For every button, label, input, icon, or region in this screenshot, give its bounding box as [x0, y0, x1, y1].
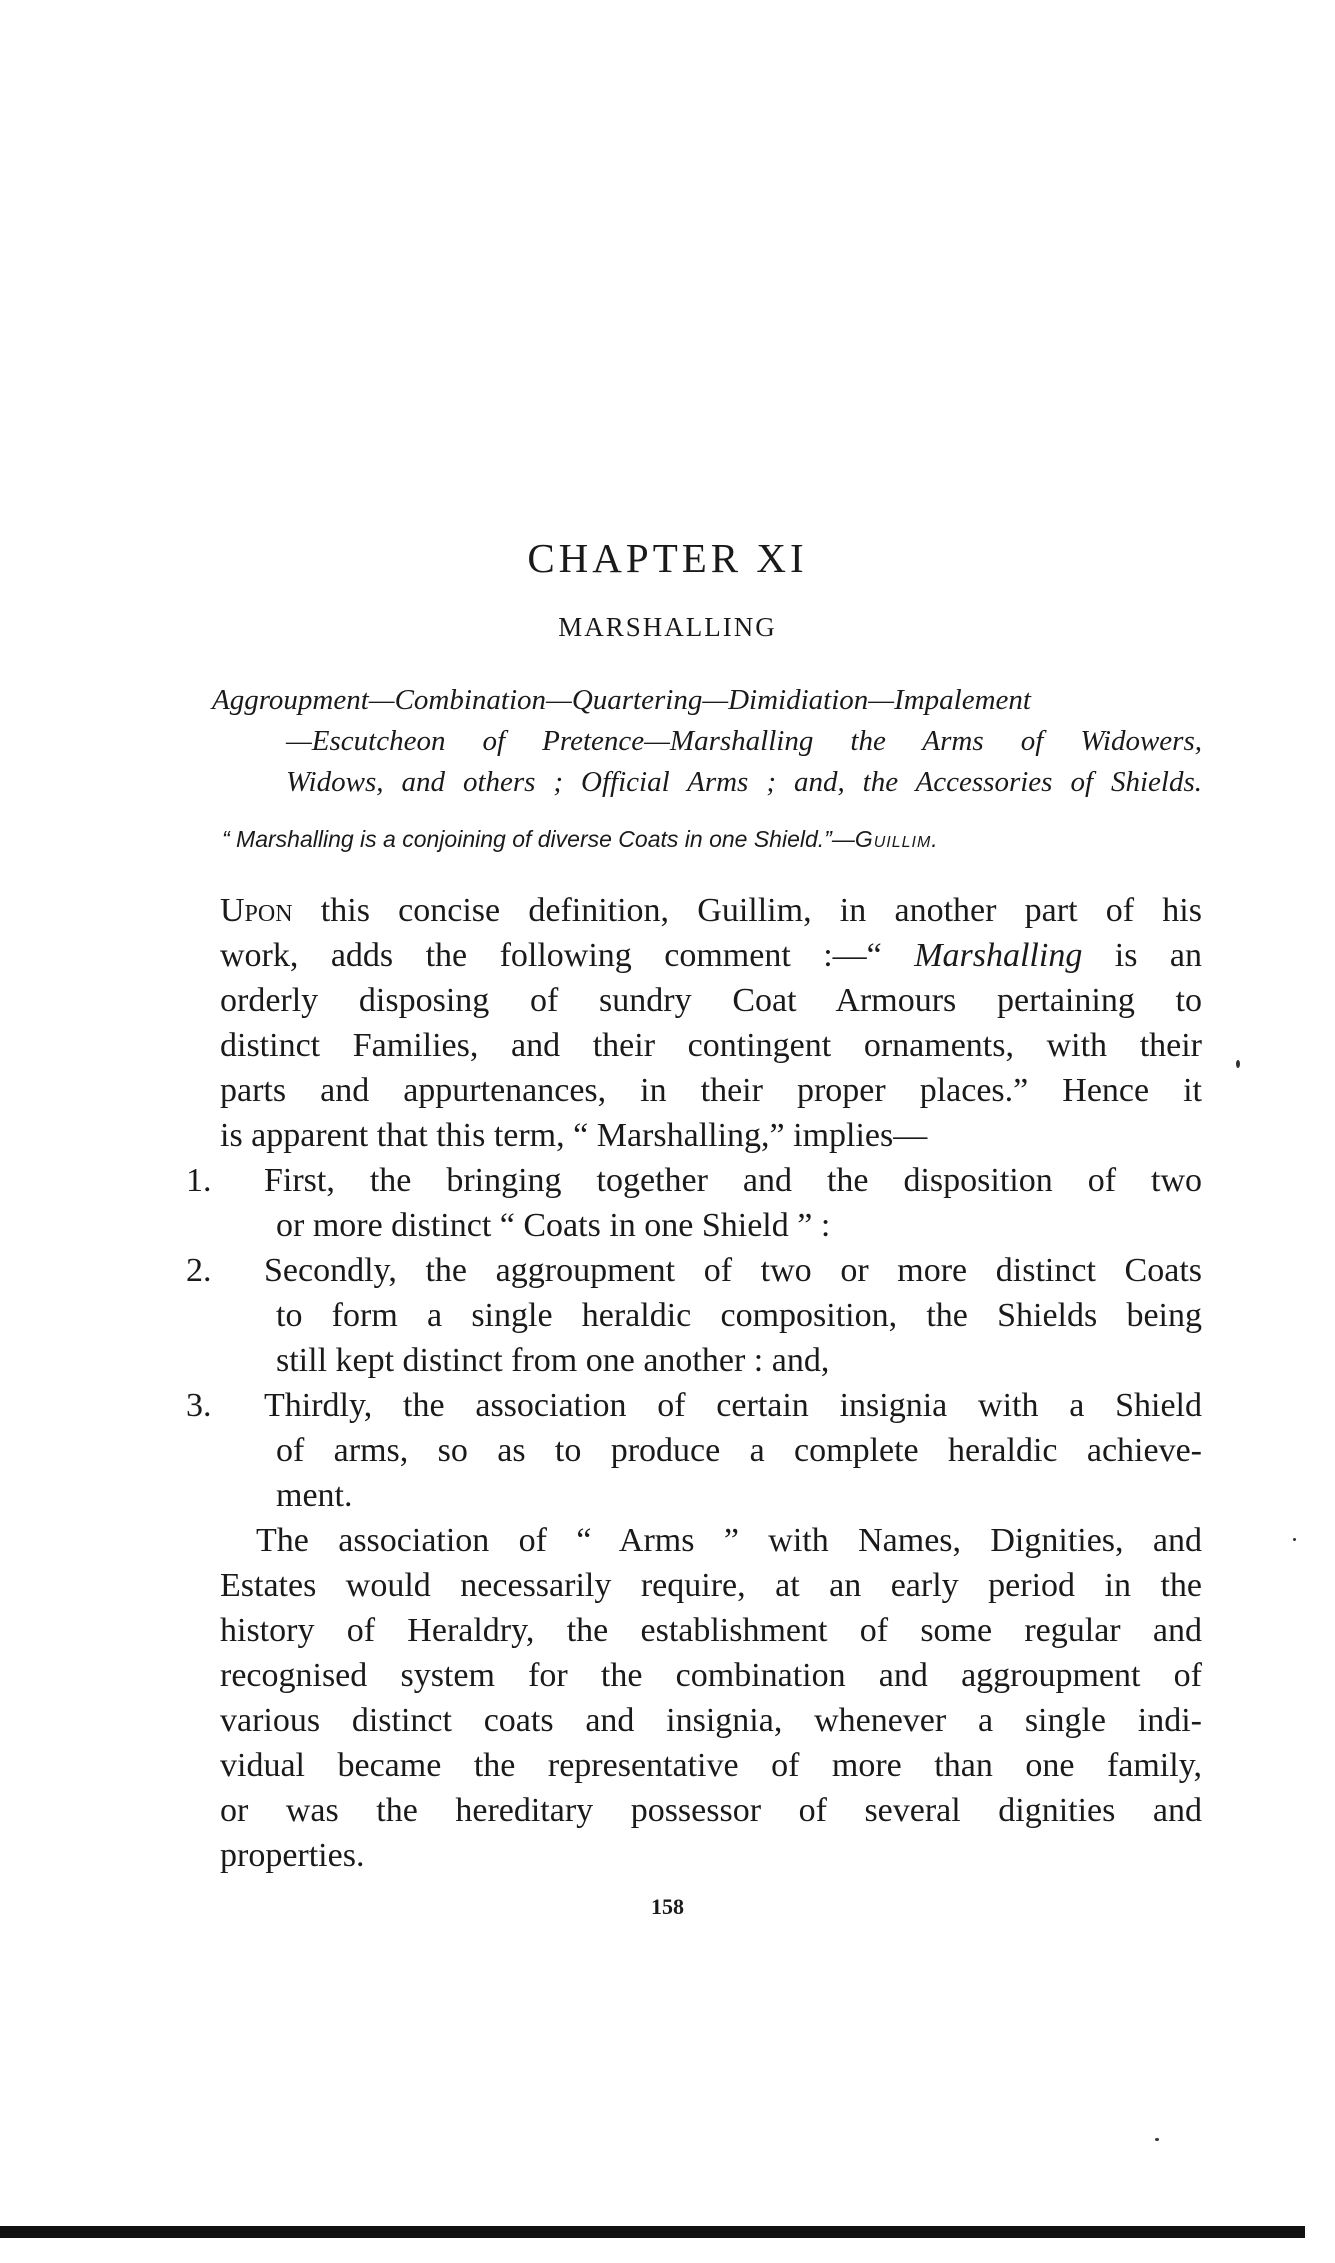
paragraph-line: The association of “ Arms ” with Names, Dignities, and: [256, 1522, 1202, 1559]
list-number: 1.: [186, 1162, 212, 1199]
paragraph-text: work, adds the following comment :—“: [220, 937, 915, 974]
paragraph-line: orderly disposing of sundry Coat Armours pertaining to: [220, 982, 1202, 1019]
list-item-1: [186, 1158, 1202, 1248]
list-line: Thirdly, the association of certain insignia with a Shield: [264, 1387, 1202, 1424]
epigraph: [222, 828, 1202, 851]
chapter-title: CHAPTER XI: [527, 535, 808, 581]
synopsis-line: Aggroupment—Combination—Quartering—Dimidiation—Impalement: [212, 684, 1031, 716]
paragraph-line: various distinct coats and insignia, whenever a single indi-: [220, 1702, 1202, 1739]
paragraph-line: or was the hereditary possessor of several dignities and: [220, 1792, 1202, 1829]
paragraph-text: this concise definition, Guillim, in another part of his: [292, 892, 1202, 929]
synopsis-line: —Escutcheon of Pretence—Marshalling the Arms of Widowers,: [286, 725, 1202, 757]
paragraph-line: [220, 888, 1202, 933]
paragraph-line: recognised system for the combination and aggroupment of: [220, 1657, 1202, 1694]
list-number: 2.: [186, 1252, 212, 1289]
paragraph-line: history of Heraldry, the establishment of some regular and: [220, 1612, 1202, 1649]
paragraph-line: vidual became the representative of more than one family,: [220, 1747, 1202, 1784]
scan-speck: [1236, 1060, 1240, 1068]
synopsis-line: Widows, and others ; Official Arms ; and, the Accessories of Shields.: [286, 766, 1202, 798]
list-line: of arms, so as to produce a complete heraldic achieve-: [276, 1432, 1202, 1469]
page-bottom-rule: [0, 2226, 1305, 2238]
list-number: 3.: [186, 1387, 212, 1424]
paragraph-line: [220, 933, 1202, 978]
list-line: or more distinct “ Coats in one Shield ” :: [276, 1207, 831, 1244]
paragraph-2: [220, 1518, 1202, 1878]
paragraph-1: [220, 888, 1202, 1158]
list-item-3: [186, 1383, 1202, 1518]
list-line: First, the bringing together and the disposition of two: [264, 1162, 1202, 1199]
list-line: Secondly, the aggroupment of two or more distinct Coats: [264, 1252, 1202, 1289]
list-line: still kept distinct from one another : and,: [276, 1342, 830, 1379]
epigraph-attribution: Guillim.: [854, 826, 939, 852]
list-line: to form a single heraldic composition, the Shields being: [276, 1297, 1202, 1334]
paragraph-line: is apparent that this term, “ Marshalling,” implies—: [220, 1117, 928, 1154]
scan-speck: [1293, 1538, 1296, 1541]
chapter-synopsis: [212, 680, 1202, 803]
scan-speck: [1155, 2138, 1159, 2141]
paragraph-line: properties.: [220, 1837, 365, 1874]
list-line: ment.: [276, 1477, 353, 1514]
paragraph-line: Estates would necessarily require, at an early period in the: [220, 1567, 1202, 1604]
page-number: 158: [651, 1894, 684, 1919]
drop-word: Upon: [220, 892, 293, 929]
paragraph-line: parts and appurtenances, in their proper places.” Hence it: [220, 1072, 1202, 1109]
chapter-subtitle: MARSHALLING: [558, 612, 777, 642]
paragraph-line: distinct Families, and their contingent ornaments, with their: [220, 1027, 1202, 1064]
list-item-2: [186, 1248, 1202, 1383]
italic-term: Marshalling: [914, 937, 1083, 974]
paragraph-text: is an: [1082, 937, 1202, 974]
epigraph-quote: “ Marshalling is a conjoining of diverse Coats in one Shield.”—: [222, 826, 855, 852]
